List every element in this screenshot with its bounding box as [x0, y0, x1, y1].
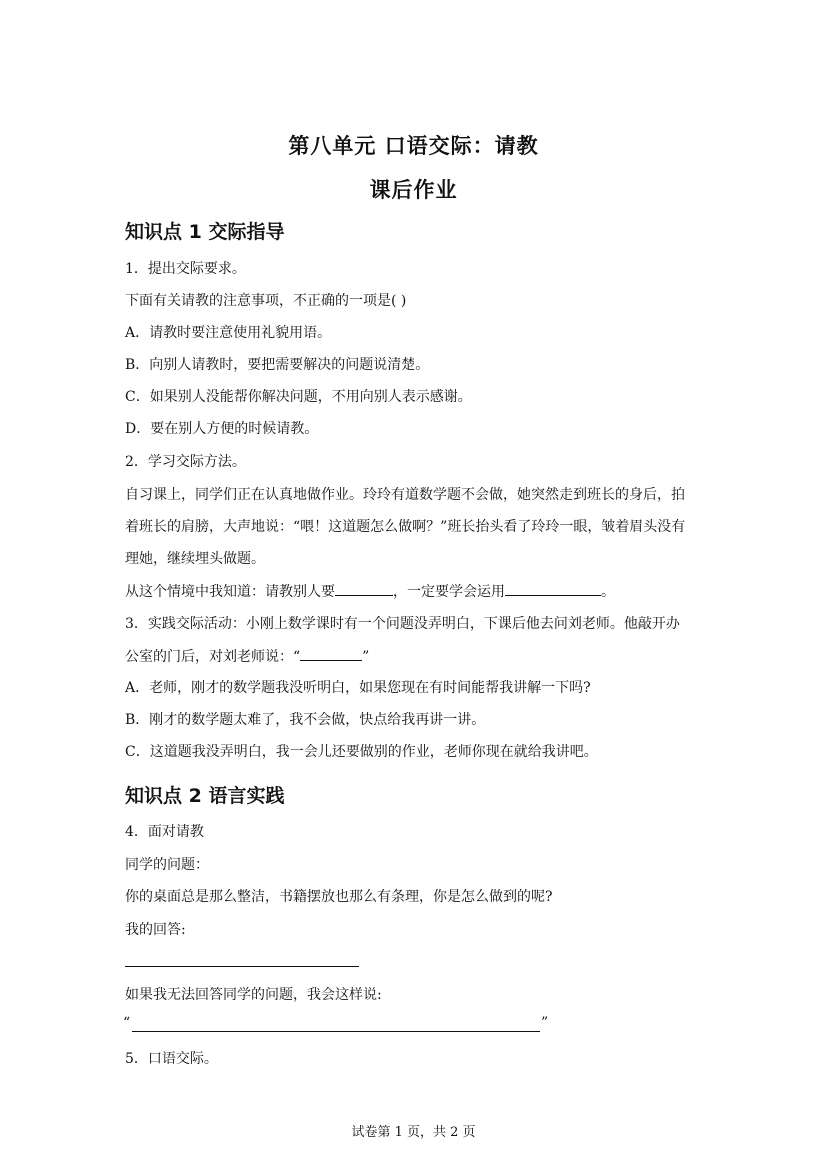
question-3-line-1: 3．实践交际活动：小刚上数学课时有一个问题没弄明白，下课后他去问刘老师。他敲开办 — [125, 616, 680, 632]
question-3-line-2 — [125, 646, 715, 667]
page-footer: 试卷第 1 页，共 2 页 — [351, 1125, 476, 1140]
answer-blank-1[interactable] — [335, 581, 393, 596]
question-1-option-b: B．向别人请教时，要把需要解决的问题说清楚。 — [125, 357, 430, 373]
question-4-question: 你的桌面总是那么整洁，书籍摆放也那么有条理，你是怎么做到的呢? — [125, 889, 553, 905]
question-3-close-quote: ” — [362, 649, 370, 665]
answer-blank-2[interactable] — [505, 581, 601, 596]
question-4-question-label: 同学的问题： — [125, 857, 209, 873]
question-2-passage-line-1: 自习课上，同学们正在认真地做作业。玲玲有道数学题不会做，她突然走到班长的身后，拍 — [125, 487, 685, 503]
question-3-option-c: C．这道题我没弄明白，我一会儿还要做别的作业，老师你现在就给我讲吧。 — [125, 744, 598, 760]
fallback-answer-line[interactable] — [132, 1031, 540, 1032]
question-3-text: 公室的门后，对刘老师说：“ — [125, 649, 301, 665]
question-1-option-a: A．请教时要注意使用礼貌用语。 — [125, 325, 332, 341]
question-4-title: 4．面对请教 — [125, 824, 204, 840]
question-2-fill-text-1: 从这个情境中我知道：请教别人要 — [125, 584, 335, 600]
question-3-option-a: A．老师，刚才的数学题我没听明白，如果您现在有时间能帮我讲解一下吗? — [125, 680, 591, 696]
question-1-title: 1．提出交际要求。 — [125, 261, 246, 277]
question-2-title: 2．学习交际方法。 — [125, 454, 246, 470]
question-5-title: 5．口语交际。 — [125, 1051, 218, 1067]
question-1-option-c: C．如果别人没能帮你解决问题，不用向别人表示感谢。 — [125, 389, 472, 405]
question-3-option-b: B．刚才的数学题太难了，我不会做，快点给我再讲一讲。 — [125, 712, 486, 728]
section-heading-1: 知识点 1 交际指导 — [125, 221, 285, 243]
question-4-open-quote: “ — [123, 1015, 131, 1031]
question-4-close-quote: ” — [541, 1015, 549, 1031]
question-2-fill-text-2: ，一定要学会运用 — [393, 584, 505, 600]
question-2-passage-line-2: 着班长的肩膀，大声地说：“喂！这道题怎么做啊？”班长抬头看了玲玲一眼，皱着眉头没有 — [125, 519, 686, 535]
question-2-passage-line-3: 理她，继续埋头做题。 — [125, 551, 265, 567]
question-4-fallback-prompt: 如果我无法回答同学的问题，我会这样说: — [125, 987, 382, 1003]
question-2-fill-in — [125, 581, 715, 602]
question-1-stem: 下面有关请教的注意事项，不正确的一项是( ) — [125, 293, 407, 309]
page-subtitle: 课后作业 — [369, 178, 458, 202]
section-heading-2: 知识点 2 语言实践 — [125, 785, 285, 807]
question-1-option-d: D．要在别人方便的时候请教。 — [125, 421, 319, 437]
page-title: 第八单元 口语交际：请教 — [288, 134, 539, 158]
question-4-answer-label: 我的回答: — [125, 922, 186, 938]
answer-blank-3[interactable] — [300, 646, 362, 661]
question-2-fill-text-3: 。 — [601, 584, 615, 600]
answer-line[interactable] — [125, 966, 359, 967]
